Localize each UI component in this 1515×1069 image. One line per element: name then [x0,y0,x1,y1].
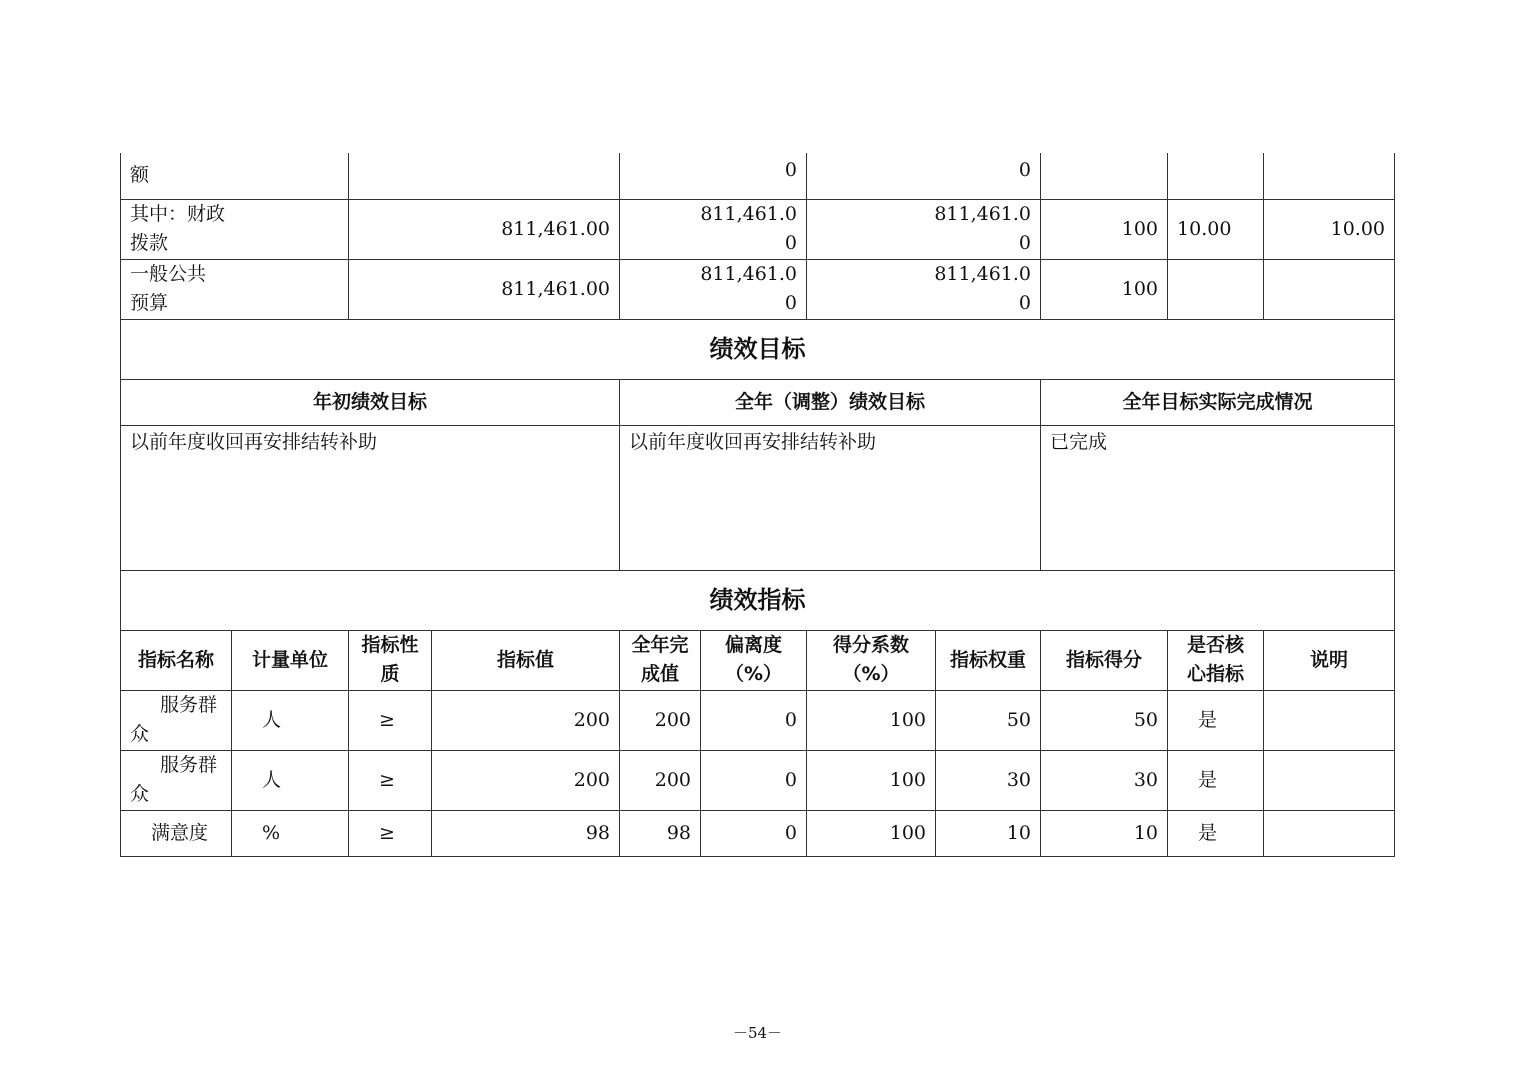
funding-cell [1264,153,1395,199]
performance-table [120,153,1395,857]
funding-cell: 100 [1041,259,1168,319]
indicator-score: 50 [1041,690,1168,750]
indicator-unit: % [232,810,349,856]
goals-value-row [121,425,1395,570]
indicator-core: 是 [1168,750,1264,810]
funding-cell: 0 [620,153,807,199]
header-coefficient: 得分系数 （%） [807,630,936,690]
indicator-name: 服务群 众 [121,750,232,810]
header-note: 说明 [1264,630,1395,690]
indicators-title-row [121,570,1395,630]
funding-row [121,259,1395,319]
indicator-row [121,690,1395,750]
indicator-note [1264,810,1395,856]
indicator-weight: 10 [936,810,1041,856]
goals-value-initial: 以前年度收回再安排结转补助 [121,425,620,570]
indicator-score: 30 [1041,750,1168,810]
indicators-header-row [121,630,1395,690]
funding-cell: 811,461.0 0 [620,259,807,319]
funding-cell: 811,461.0 0 [620,199,807,259]
funding-label: 额 [121,153,349,199]
indicator-value: 200 [432,750,620,810]
header-core: 是否核 心指标 [1168,630,1264,690]
header-nature: 指标性 质 [349,630,432,690]
header-unit: 计量单位 [232,630,349,690]
indicator-unit: 人 [232,750,349,810]
indicator-nature: ≥ [349,690,432,750]
indicator-value: 200 [432,690,620,750]
goals-value-adjusted: 以前年度收回再安排结转补助 [620,425,1041,570]
funding-cell: 100 [1041,199,1168,259]
page-number: －54－ [732,1024,783,1042]
funding-cell: 811,461.0 0 [807,199,1041,259]
funding-row [121,153,1395,199]
goals-value-actual: 已完成 [1041,425,1395,570]
indicator-row [121,750,1395,810]
indicator-score: 10 [1041,810,1168,856]
indicator-value: 98 [432,810,620,856]
header-score: 指标得分 [1041,630,1168,690]
indicator-actual: 200 [620,750,701,810]
indicator-note [1264,750,1395,810]
funding-cell: 10.00 [1264,199,1395,259]
indicator-deviation: 0 [701,810,807,856]
indicator-name: 服务群 众 [121,690,232,750]
indicator-weight: 50 [936,690,1041,750]
indicator-weight: 30 [936,750,1041,810]
indicator-unit: 人 [232,690,349,750]
header-deviation: 偏离度 （%） [701,630,807,690]
goals-header-row [121,379,1395,425]
funding-cell [1041,153,1168,199]
header-indicator-name: 指标名称 [121,630,232,690]
funding-cell: 10.00 [1168,199,1264,259]
indicators-title: 绩效指标 [121,570,1395,630]
goals-header-initial: 年初绩效目标 [121,379,620,425]
indicator-core: 是 [1168,810,1264,856]
goals-title: 绩效目标 [121,319,1395,379]
indicator-core: 是 [1168,690,1264,750]
indicator-nature: ≥ [349,810,432,856]
goals-title-row [121,319,1395,379]
funding-cell: 811,461.00 [349,199,620,259]
indicator-deviation: 0 [701,690,807,750]
indicator-coefficient: 100 [807,690,936,750]
indicator-coefficient: 100 [807,810,936,856]
indicator-deviation: 0 [701,750,807,810]
indicator-coefficient: 100 [807,750,936,810]
funding-cell: 0 [807,153,1041,199]
header-actual: 全年完 成值 [620,630,701,690]
indicator-note [1264,690,1395,750]
indicator-name: 满意度 [121,810,232,856]
indicator-nature: ≥ [349,750,432,810]
goals-header-actual: 全年目标实际完成情况 [1041,379,1395,425]
funding-label: 其中：财政 拨款 [121,199,349,259]
funding-cell [1168,153,1264,199]
indicator-row [121,810,1395,856]
funding-cell: 811,461.00 [349,259,620,319]
funding-cell [1168,259,1264,319]
header-weight: 指标权重 [936,630,1041,690]
funding-cell [1264,259,1395,319]
funding-label: 一般公共 预算 [121,259,349,319]
indicator-actual: 200 [620,690,701,750]
indicator-actual: 98 [620,810,701,856]
header-value: 指标值 [432,630,620,690]
goals-header-adjusted: 全年（调整）绩效目标 [620,379,1041,425]
funding-row [121,199,1395,259]
funding-cell: 811,461.0 0 [807,259,1041,319]
funding-cell [349,153,620,199]
